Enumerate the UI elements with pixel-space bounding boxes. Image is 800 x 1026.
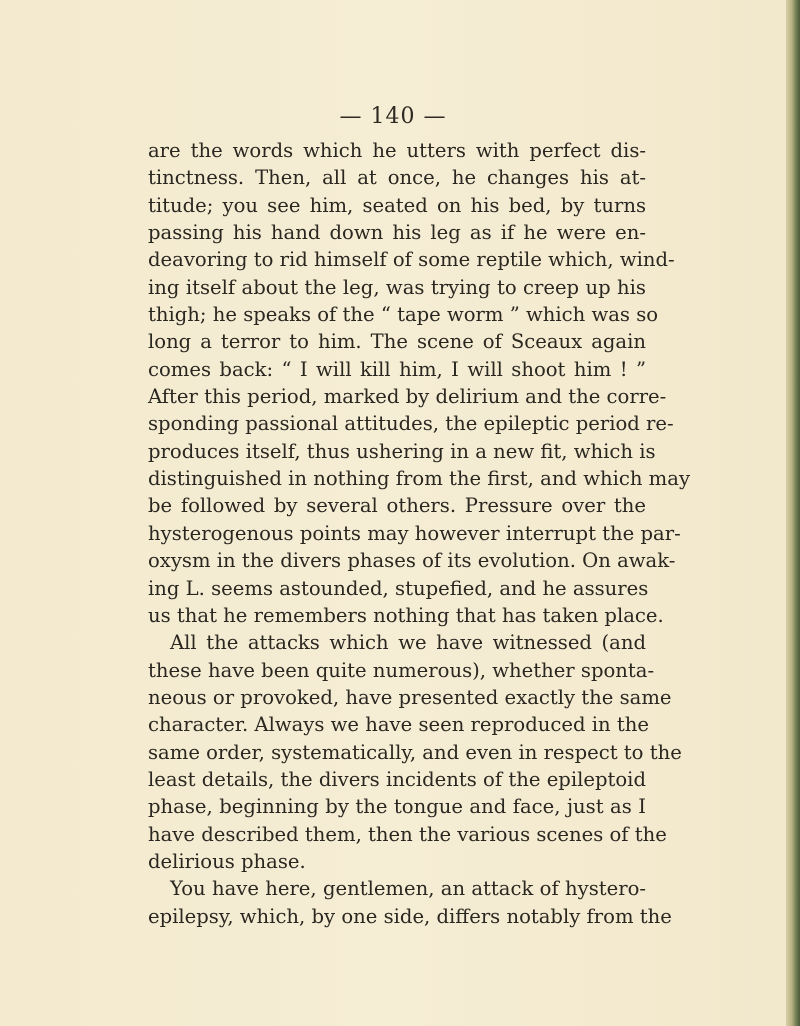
text-line: same order, systematically, and even in respect to the xyxy=(148,740,682,764)
text-line: least details, the divers incidents of the epileptoid xyxy=(148,767,646,791)
text-line: character. Always we have seen reproduced in the xyxy=(148,713,649,737)
text-line: deavoring to rid himself of some reptile which, wind- xyxy=(148,248,675,272)
text-line: After this period, marked by delirium and the corre- xyxy=(148,385,667,409)
text-line: epilepsy, which, by one side, differs notably from the xyxy=(148,904,672,928)
page-edge xyxy=(786,0,800,1026)
text-line: are the words which he utters with perfect dis- xyxy=(148,139,646,162)
text-line: produces itself, thus ushering in a new fit, which is xyxy=(148,439,656,463)
text-line: be followed by several others. Pressure over the xyxy=(148,494,646,518)
text-line: us that he remembers nothing that has taken place. xyxy=(148,603,664,627)
text-line: comes back: “ I will kill him, I will shoot him ! ” xyxy=(148,357,646,381)
text-line: distinguished in nothing from the first, and which may xyxy=(148,467,691,491)
text-line: titude; you see him, seated on his bed, by turns xyxy=(148,193,646,217)
text-line: sponding passional attitudes, the epileptic period re- xyxy=(148,412,674,436)
text-line: have described them, then the various scenes of the xyxy=(148,822,667,846)
body-text xyxy=(148,137,691,930)
text-line: tinctness. Then, all at once, he changes his at- xyxy=(148,166,646,190)
text-line: passing his hand down his leg as if he were en- xyxy=(148,221,646,245)
text-line: these have been quite numerous), whether sponta- xyxy=(148,658,655,682)
text-line: You have here, gentlemen, an attack of hystero- xyxy=(170,877,646,901)
text-line: long a terror to him. The scene of Sceaux again xyxy=(148,330,646,354)
text-line: All the attacks which we have witnessed (and xyxy=(170,631,646,655)
text-line: neous or provoked, have presented exactly the same xyxy=(148,685,672,709)
text-line: delirious phase. xyxy=(148,849,306,873)
text-line: oxysm in the divers phases of its evolution. On awak- xyxy=(148,549,676,573)
text-line: hysterogenous points may however interrupt the par- xyxy=(148,521,681,545)
text-line: thigh; he speaks of the “ tape worm ” which was so xyxy=(148,303,659,327)
text-line: phase, beginning by the tongue and face, just as I xyxy=(148,795,646,819)
text-line: ing L. seems astounded, stupefied, and he assures xyxy=(148,576,649,600)
page-number: — 140 — xyxy=(339,104,447,129)
text-line: ing itself about the leg, was trying to creep up his xyxy=(148,275,646,299)
